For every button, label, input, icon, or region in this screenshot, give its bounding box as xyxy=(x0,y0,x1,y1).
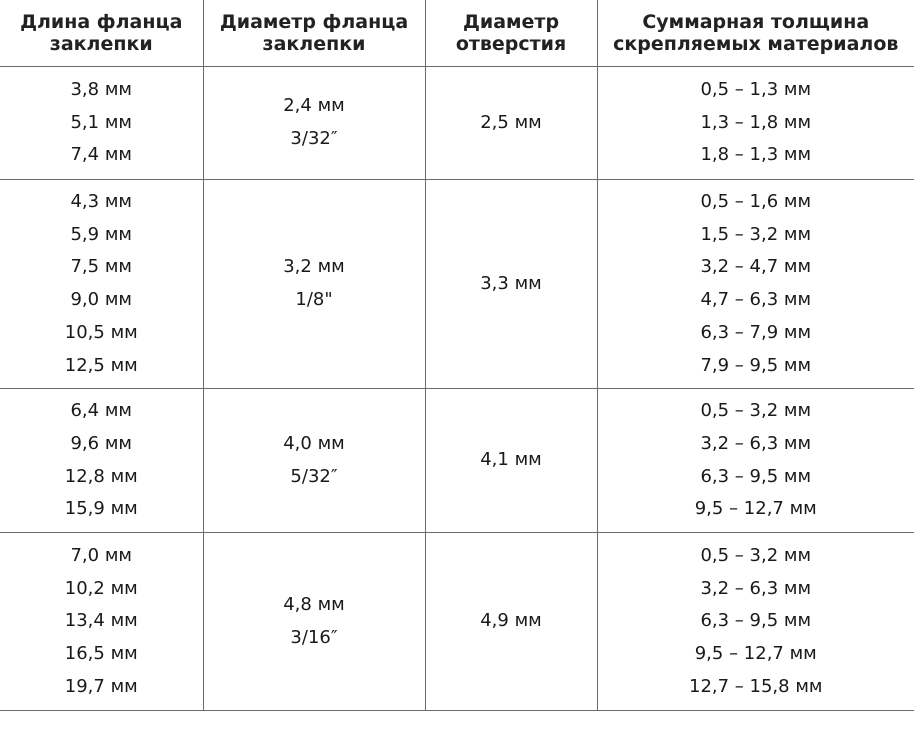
cell-flange-length-value: 19,7 мм xyxy=(64,675,138,697)
cell-material-thickness-value: 1,8 – 1,3 мм xyxy=(700,144,812,166)
cell-flange-diameter xyxy=(203,389,425,533)
cell-flange-length-value: 9,0 мм xyxy=(70,289,132,311)
cell-material-thickness-value: 3,2 – 6,3 мм xyxy=(700,432,812,454)
cell-material-thickness-value: 6,3 – 9,5 мм xyxy=(700,610,812,632)
cell-material-thickness-value: 6,3 – 7,9 мм xyxy=(700,321,812,343)
cell-flange-length xyxy=(0,67,203,180)
cell-flange-length-value: 7,0 мм xyxy=(70,544,132,566)
cell-flange-diameter-value: 5/32″ xyxy=(290,465,338,487)
cell-flange-length-value: 5,1 мм xyxy=(70,111,132,133)
cell-material-thickness-value: 0,5 – 1,3 мм xyxy=(700,79,812,100)
table-body xyxy=(0,67,914,711)
cell-flange-length xyxy=(0,532,203,710)
cell-flange-length-value: 9,6 мм xyxy=(70,432,132,454)
cell-hole-diameter xyxy=(425,389,597,533)
cell-flange-length-value: 6,4 мм xyxy=(70,400,132,422)
cell-material-thickness-value: 0,5 – 3,2 мм xyxy=(700,544,812,566)
cell-flange-diameter xyxy=(203,532,425,710)
cell-hole-diameter-value: 2,5 мм xyxy=(480,111,542,133)
cell-flange-diameter xyxy=(203,67,425,180)
header-flange-diameter: Диаметр фланца заклепки xyxy=(203,0,425,67)
cell-flange-length-value: 7,5 мм xyxy=(70,256,132,278)
cell-material-thickness-value: 1,5 – 3,2 мм xyxy=(700,223,812,245)
cell-flange-diameter-value: 3/16″ xyxy=(290,626,338,648)
cell-flange-length-value: 7,4 мм xyxy=(70,144,132,166)
cell-material-thickness-value: 12,7 – 15,8 мм xyxy=(689,675,823,697)
cell-material-thickness-value: 7,9 – 9,5 мм xyxy=(700,354,812,376)
cell-hole-diameter xyxy=(425,180,597,389)
cell-flange-length-value: 4,3 мм xyxy=(70,191,132,213)
cell-material-thickness-value: 6,3 – 9,5 мм xyxy=(700,465,812,487)
cell-material-thickness-value: 0,5 – 3,2 мм xyxy=(700,400,812,422)
header-flange-length: Длина фланца заклепки xyxy=(0,0,203,67)
table-row xyxy=(0,389,914,533)
cell-material-thickness-value: 3,2 – 6,3 мм xyxy=(700,577,812,599)
cell-flange-length-value: 12,8 мм xyxy=(64,465,138,487)
table-row xyxy=(0,67,914,180)
cell-hole-diameter xyxy=(425,67,597,180)
cell-hole-diameter-value: 3,3 мм xyxy=(480,272,542,294)
cell-hole-diameter-value: 4,1 мм xyxy=(480,449,542,471)
cell-material-thickness xyxy=(597,67,914,180)
cell-material-thickness-value: 4,7 – 6,3 мм xyxy=(700,289,812,311)
header-hole-diameter: Диаметр отверстия xyxy=(425,0,597,67)
cell-flange-diameter-value: 4,0 мм xyxy=(283,432,345,454)
cell-material-thickness xyxy=(597,532,914,710)
cell-hole-diameter xyxy=(425,532,597,710)
cell-flange-length-value: 13,4 мм xyxy=(64,610,138,632)
cell-material-thickness xyxy=(597,389,914,533)
cell-flange-length-value: 12,5 мм xyxy=(64,354,138,376)
cell-material-thickness-value: 3,2 – 4,7 мм xyxy=(700,256,812,278)
cell-material-thickness-value: 0,5 – 1,6 мм xyxy=(700,191,812,213)
cell-flange-length-value: 10,5 мм xyxy=(64,321,138,343)
cell-flange-length-value: 15,9 мм xyxy=(64,498,138,520)
cell-flange-diameter-value: 1/8" xyxy=(295,289,333,311)
header-row xyxy=(0,0,914,67)
cell-flange-diameter-value: 3,2 мм xyxy=(283,256,345,278)
table-row xyxy=(0,180,914,389)
cell-material-thickness-value: 9,5 – 12,7 мм xyxy=(694,498,817,520)
cell-material-thickness-value: 1,3 – 1,8 мм xyxy=(700,111,812,133)
cell-material-thickness xyxy=(597,180,914,389)
table-row xyxy=(0,532,914,710)
header-material-thickness: Суммарная толщина скрепляемых материалов xyxy=(597,0,914,67)
cell-flange-diameter-value: 3/32″ xyxy=(290,128,338,150)
cell-flange-length-value: 10,2 мм xyxy=(64,577,138,599)
cell-flange-length xyxy=(0,180,203,389)
cell-flange-diameter-value: 4,8 мм xyxy=(283,593,345,615)
cell-flange-length-value: 5,9 мм xyxy=(70,223,132,245)
cell-material-thickness-value: 9,5 – 12,7 мм xyxy=(694,643,817,664)
cell-flange-length xyxy=(0,389,203,533)
cell-flange-length-value: 3,8 мм xyxy=(70,79,132,100)
cell-hole-diameter-value: 4,9 мм xyxy=(480,610,542,632)
cell-flange-length-value: 16,5 мм xyxy=(64,643,138,664)
cell-flange-diameter-value: 2,4 мм xyxy=(283,95,345,117)
cell-flange-diameter xyxy=(203,180,425,389)
